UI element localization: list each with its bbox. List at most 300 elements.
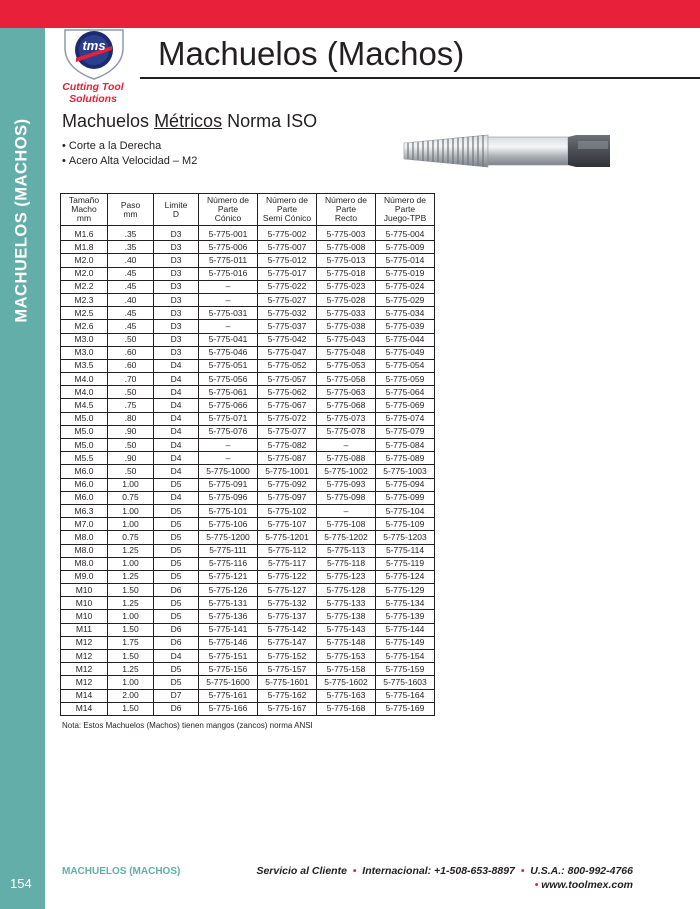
- table-cell: 5-775-132: [258, 597, 317, 610]
- table-cell: 5-775-113: [317, 544, 376, 557]
- table-cell: 5-775-1602: [317, 676, 376, 689]
- table-row: [61, 307, 435, 320]
- table-cell: 5-775-048: [317, 346, 376, 359]
- table-cell: 5-775-037: [258, 320, 317, 333]
- table-row: [61, 491, 435, 504]
- table-cell: M7.0: [61, 518, 108, 531]
- table-cell: 5-775-1002: [317, 465, 376, 478]
- table-cell: 5-775-003: [317, 226, 376, 241]
- side-section-title: MACHUELOS (MACHOS): [12, 117, 31, 323]
- table-cell: 5-775-169: [376, 702, 435, 715]
- logo-tagline: Cutting Tool Solutions: [62, 81, 124, 105]
- table-cell: M6.0: [61, 491, 108, 504]
- table-cell: 5-775-032: [258, 307, 317, 320]
- table-row: [61, 346, 435, 359]
- table-row: [61, 280, 435, 293]
- table-cell: 5-775-104: [376, 504, 435, 517]
- table-cell: 5-775-009: [376, 241, 435, 254]
- table-cell: 5-775-102: [258, 504, 317, 517]
- table-cell: M10: [61, 584, 108, 597]
- table-cell: 5-775-084: [376, 439, 435, 452]
- table-cell: 5-775-033: [317, 307, 376, 320]
- table-cell: 5-775-094: [376, 478, 435, 491]
- table-cell: 5-775-112: [258, 544, 317, 557]
- table-cell: 5-775-168: [317, 702, 376, 715]
- table-cell: 5-775-149: [376, 636, 435, 649]
- table-cell: 5-775-166: [199, 702, 258, 715]
- table-cell: D4: [154, 425, 199, 438]
- table-cell: 5-775-041: [199, 333, 258, 346]
- table-cell: .75: [108, 399, 154, 412]
- table-cell: 5-775-116: [199, 557, 258, 570]
- table-cell: M12: [61, 636, 108, 649]
- table-cell: D4: [154, 452, 199, 465]
- table-cell: 5-775-097: [258, 491, 317, 504]
- table-cell: 5-775-061: [199, 386, 258, 399]
- table-row: [61, 504, 435, 517]
- table-cell: 5-775-163: [317, 689, 376, 702]
- table-cell: 5-775-152: [258, 650, 317, 663]
- header-taper: Número de Parte Cónico: [199, 194, 258, 226]
- table-cell: D5: [154, 557, 199, 570]
- table-row: [61, 663, 435, 676]
- table-cell: 5-775-062: [258, 386, 317, 399]
- table-cell: D3: [154, 333, 199, 346]
- table-cell: 5-775-023: [317, 280, 376, 293]
- table-cell: 5-775-072: [258, 412, 317, 425]
- table-cell: 5-775-108: [317, 518, 376, 531]
- table-cell: 5-775-137: [258, 610, 317, 623]
- table-cell: D5: [154, 570, 199, 583]
- table-cell: 5-775-138: [317, 610, 376, 623]
- table-cell: 1.50: [108, 623, 154, 636]
- table-cell: 5-775-079: [376, 425, 435, 438]
- table-cell: 5-775-014: [376, 254, 435, 267]
- table-cell: M3.0: [61, 333, 108, 346]
- table-row: [61, 373, 435, 386]
- table-cell: D4: [154, 491, 199, 504]
- table-cell: 5-775-158: [317, 663, 376, 676]
- table-cell: 5-775-047: [258, 346, 317, 359]
- table-cell: 0.75: [108, 531, 154, 544]
- table-cell: .80: [108, 412, 154, 425]
- footer-international-phone: Internacional: +1-508-653-8897: [362, 865, 515, 877]
- table-cell: 5-775-066: [199, 399, 258, 412]
- header-limit: Limite D: [154, 194, 199, 226]
- table-cell: D5: [154, 478, 199, 491]
- table-cell: 5-775-004: [376, 226, 435, 241]
- table-cell: 5-775-119: [376, 557, 435, 570]
- table-cell: 5-775-001: [199, 226, 258, 241]
- table-row: [61, 676, 435, 689]
- table-cell: .70: [108, 373, 154, 386]
- table-cell: 5-775-118: [317, 557, 376, 570]
- table-cell: 5-775-053: [317, 359, 376, 372]
- table-cell: 0.75: [108, 491, 154, 504]
- table-cell: D3: [154, 241, 199, 254]
- table-cell: 5-775-1201: [258, 531, 317, 544]
- table-cell: M2.6: [61, 320, 108, 333]
- table-cell: 1.25: [108, 663, 154, 676]
- table-cell: 5-775-1603: [376, 676, 435, 689]
- table-cell: .50: [108, 439, 154, 452]
- table-row: [61, 570, 435, 583]
- table-cell: 5-775-143: [317, 623, 376, 636]
- table-row: [61, 412, 435, 425]
- table-cell: D4: [154, 373, 199, 386]
- table-cell: 5-775-031: [199, 307, 258, 320]
- table-body: [61, 226, 435, 716]
- table-cell: 5-775-133: [317, 597, 376, 610]
- table-cell: 5-775-126: [199, 584, 258, 597]
- table-cell: D5: [154, 531, 199, 544]
- section-title-underlined: Métricos: [154, 111, 223, 131]
- table-cell: M4.0: [61, 386, 108, 399]
- table-cell: 5-775-013: [317, 254, 376, 267]
- table-cell: 5-775-106: [199, 518, 258, 531]
- feature-list: [62, 139, 197, 169]
- table-cell: 5-775-098: [317, 491, 376, 504]
- table-cell: M5.0: [61, 439, 108, 452]
- table-cell: 5-775-129: [376, 584, 435, 597]
- table-note: Nota: Estos Machuelos (Machos) tienen mangos (zancos) norma ANSI: [62, 721, 313, 730]
- table-row: [61, 610, 435, 623]
- table-cell: 5-775-161: [199, 689, 258, 702]
- table-cell: 1.50: [108, 702, 154, 715]
- table-cell: 5-775-058: [317, 373, 376, 386]
- table-cell: D4: [154, 399, 199, 412]
- header-set-tpb: Número de Parte Juego-TPB: [376, 194, 435, 226]
- table-cell: 5-775-016: [199, 267, 258, 280]
- table-cell: 1.25: [108, 597, 154, 610]
- table-cell: 5-775-1003: [376, 465, 435, 478]
- table-row: [61, 465, 435, 478]
- table-cell: –: [199, 293, 258, 306]
- table-cell: M5.0: [61, 412, 108, 425]
- table-cell: –: [199, 439, 258, 452]
- table-cell: 5-775-089: [376, 452, 435, 465]
- table-cell: 5-775-038: [317, 320, 376, 333]
- table-row: [61, 636, 435, 649]
- table-row: [61, 531, 435, 544]
- table-row: [61, 623, 435, 636]
- table-cell: D5: [154, 518, 199, 531]
- table-cell: 5-775-074: [376, 412, 435, 425]
- table-cell: 5-775-046: [199, 346, 258, 359]
- table-row: [61, 452, 435, 465]
- table-cell: M2.0: [61, 267, 108, 280]
- table-cell: D3: [154, 320, 199, 333]
- section-title: Machuelos Métricos Norma ISO: [62, 111, 318, 131]
- table-cell: D6: [154, 636, 199, 649]
- footer-service: Servicio al Cliente: [256, 865, 347, 877]
- table-row: [61, 584, 435, 597]
- table-cell: M4.0: [61, 373, 108, 386]
- table-cell: 5-775-162: [258, 689, 317, 702]
- table-cell: 5-775-028: [317, 293, 376, 306]
- bullet-dot: •: [517, 865, 528, 877]
- table-cell: .60: [108, 359, 154, 372]
- table-cell: 5-775-073: [317, 412, 376, 425]
- table-cell: 5-775-078: [317, 425, 376, 438]
- table-cell: 5-775-042: [258, 333, 317, 346]
- table-cell: 5-775-144: [376, 623, 435, 636]
- table-cell: .45: [108, 280, 154, 293]
- table-cell: M8.0: [61, 544, 108, 557]
- table-cell: 5-775-167: [258, 702, 317, 715]
- table-cell: M4.5: [61, 399, 108, 412]
- table-cell: 5-775-1200: [199, 531, 258, 544]
- table-cell: 5-775-157: [258, 663, 317, 676]
- table-cell: 5-775-099: [376, 491, 435, 504]
- table-cell: 5-775-092: [258, 478, 317, 491]
- table-cell: 5-775-1202: [317, 531, 376, 544]
- table-cell: D5: [154, 597, 199, 610]
- table-cell: 5-775-039: [376, 320, 435, 333]
- header-plug: Número de Parte Semi Cónico: [258, 194, 317, 226]
- table-cell: 5-775-111: [199, 544, 258, 557]
- table-row: [61, 399, 435, 412]
- table-row: [61, 320, 435, 333]
- table-cell: 5-775-007: [258, 241, 317, 254]
- table-cell: M12: [61, 676, 108, 689]
- table-cell: M6.0: [61, 478, 108, 491]
- table-cell: 5-775-1601: [258, 676, 317, 689]
- table-row: [61, 359, 435, 372]
- table-row: [61, 544, 435, 557]
- table-cell: D5: [154, 676, 199, 689]
- table-cell: 1.00: [108, 478, 154, 491]
- table-cell: 5-775-051: [199, 359, 258, 372]
- table-cell: 5-775-136: [199, 610, 258, 623]
- table-cell: 5-775-087: [258, 452, 317, 465]
- table-cell: 5-775-019: [376, 267, 435, 280]
- footer-contact: [256, 865, 633, 877]
- table-cell: 1.75: [108, 636, 154, 649]
- table-cell: .40: [108, 293, 154, 306]
- table-cell: 5-775-082: [258, 439, 317, 452]
- table-cell: 5-775-068: [317, 399, 376, 412]
- table-cell: 1.00: [108, 504, 154, 517]
- table-cell: –: [317, 439, 376, 452]
- table-cell: D3: [154, 293, 199, 306]
- table-cell: 5-775-002: [258, 226, 317, 241]
- list-item: • Acero Alta Velocidad – M2: [62, 154, 197, 169]
- table-cell: D5: [154, 610, 199, 623]
- table-cell: M9.0: [61, 570, 108, 583]
- tap-image: [396, 125, 616, 177]
- logo-text: tms: [82, 38, 106, 53]
- table-cell: 5-775-076: [199, 425, 258, 438]
- header-pitch: Paso mm: [108, 194, 154, 226]
- table-cell: D4: [154, 650, 199, 663]
- table-cell: M12: [61, 663, 108, 676]
- table-cell: M11: [61, 623, 108, 636]
- table-cell: 5-775-123: [317, 570, 376, 583]
- table-cell: 5-775-1600: [199, 676, 258, 689]
- table-cell: 1.00: [108, 557, 154, 570]
- table-row: [61, 439, 435, 452]
- table-cell: D7: [154, 689, 199, 702]
- table-cell: M1.6: [61, 226, 108, 241]
- table-cell: 5-775-077: [258, 425, 317, 438]
- table-cell: 5-775-153: [317, 650, 376, 663]
- table-cell: .40: [108, 254, 154, 267]
- table-cell: 5-775-147: [258, 636, 317, 649]
- table-cell: –: [317, 504, 376, 517]
- table-cell: 5-775-008: [317, 241, 376, 254]
- table-cell: D4: [154, 465, 199, 478]
- table-cell: 5-775-064: [376, 386, 435, 399]
- bullet-dot: •: [534, 879, 542, 891]
- table-cell: D6: [154, 584, 199, 597]
- table-cell: .60: [108, 346, 154, 359]
- table-cell: .35: [108, 226, 154, 241]
- table-row: [61, 518, 435, 531]
- table-row: [61, 425, 435, 438]
- table-cell: 5-775-146: [199, 636, 258, 649]
- table-cell: 5-775-063: [317, 386, 376, 399]
- table-cell: D4: [154, 359, 199, 372]
- table-cell: M5.5: [61, 452, 108, 465]
- table-cell: M14: [61, 702, 108, 715]
- table-cell: 5-775-006: [199, 241, 258, 254]
- table-cell: 5-775-043: [317, 333, 376, 346]
- page-number: 154: [10, 876, 32, 891]
- table-cell: M6.3: [61, 504, 108, 517]
- table-row: [61, 557, 435, 570]
- table-cell: 5-775-128: [317, 584, 376, 597]
- header-size: Tamaño Macho mm: [61, 194, 108, 226]
- metric-taps-table: [60, 193, 435, 716]
- table-cell: M10: [61, 597, 108, 610]
- title-divider: [140, 77, 700, 79]
- table-cell: 5-775-069: [376, 399, 435, 412]
- bullet-dot: •: [349, 865, 360, 877]
- table-cell: 5-775-107: [258, 518, 317, 531]
- table-cell: D4: [154, 412, 199, 425]
- table-cell: 5-775-091: [199, 478, 258, 491]
- table-cell: 5-775-134: [376, 597, 435, 610]
- table-cell: 5-775-054: [376, 359, 435, 372]
- table-cell: M8.0: [61, 557, 108, 570]
- footer-usa-phone: U.S.A.: 800-992-4766: [530, 865, 633, 877]
- table-cell: D6: [154, 623, 199, 636]
- table-cell: D3: [154, 307, 199, 320]
- top-red-bar: [0, 0, 700, 28]
- table-cell: D5: [154, 663, 199, 676]
- table-cell: 5-775-1001: [258, 465, 317, 478]
- table-cell: M2.0: [61, 254, 108, 267]
- table-cell: M10: [61, 610, 108, 623]
- table-cell: 2.00: [108, 689, 154, 702]
- table-cell: D5: [154, 544, 199, 557]
- table-cell: 5-775-127: [258, 584, 317, 597]
- table-row: [61, 386, 435, 399]
- table-cell: 5-775-059: [376, 373, 435, 386]
- table-cell: 5-775-071: [199, 412, 258, 425]
- list-item: • Corte a la Derecha: [62, 139, 197, 154]
- table-cell: 5-775-088: [317, 452, 376, 465]
- table-cell: 1.50: [108, 584, 154, 597]
- table-cell: 5-775-056: [199, 373, 258, 386]
- table-cell: 5-775-044: [376, 333, 435, 346]
- table-cell: M6.0: [61, 465, 108, 478]
- table-cell: M3.0: [61, 346, 108, 359]
- table-cell: .50: [108, 465, 154, 478]
- table-row: [61, 702, 435, 715]
- table-cell: 5-775-124: [376, 570, 435, 583]
- table-cell: .90: [108, 425, 154, 438]
- table-cell: M5.0: [61, 425, 108, 438]
- table-cell: 1.50: [108, 650, 154, 663]
- table-cell: .45: [108, 307, 154, 320]
- table-cell: 1.00: [108, 610, 154, 623]
- table-row: [61, 241, 435, 254]
- table-cell: 5-775-122: [258, 570, 317, 583]
- table-cell: 5-775-114: [376, 544, 435, 557]
- table-cell: M2.5: [61, 307, 108, 320]
- table-cell: –: [199, 320, 258, 333]
- table-row: [61, 333, 435, 346]
- footer-website-link[interactable]: www.toolmex.com: [541, 879, 633, 891]
- table-cell: M3.5: [61, 359, 108, 372]
- table-cell: 5-775-159: [376, 663, 435, 676]
- table-cell: 5-775-093: [317, 478, 376, 491]
- table-row: [61, 267, 435, 280]
- table-cell: 5-775-029: [376, 293, 435, 306]
- table-cell: D3: [154, 346, 199, 359]
- table-cell: 5-775-142: [258, 623, 317, 636]
- table-cell: .35: [108, 241, 154, 254]
- table-row: [61, 478, 435, 491]
- table-cell: .50: [108, 386, 154, 399]
- table-cell: 5-775-131: [199, 597, 258, 610]
- table-row: [61, 650, 435, 663]
- table-cell: D3: [154, 280, 199, 293]
- table-cell: –: [199, 452, 258, 465]
- header-bottoming: Número de Parte Recto: [317, 194, 376, 226]
- table-cell: D3: [154, 226, 199, 241]
- table-cell: .45: [108, 320, 154, 333]
- table-cell: 5-775-057: [258, 373, 317, 386]
- table-cell: 5-775-034: [376, 307, 435, 320]
- table-cell: 5-775-011: [199, 254, 258, 267]
- table-cell: .50: [108, 333, 154, 346]
- table-cell: D4: [154, 439, 199, 452]
- table-cell: 5-775-156: [199, 663, 258, 676]
- table-cell: 1.00: [108, 518, 154, 531]
- table-cell: D4: [154, 386, 199, 399]
- table-cell: 5-775-164: [376, 689, 435, 702]
- table-cell: D5: [154, 504, 199, 517]
- table-cell: 5-775-154: [376, 650, 435, 663]
- table-cell: 1.25: [108, 570, 154, 583]
- table-cell: 5-775-022: [258, 280, 317, 293]
- table-cell: –: [199, 280, 258, 293]
- table-cell: 5-775-096: [199, 491, 258, 504]
- table-cell: .90: [108, 452, 154, 465]
- table-row: [61, 689, 435, 702]
- tms-logo-icon: [63, 28, 125, 80]
- table-cell: 5-775-027: [258, 293, 317, 306]
- page-title: Machuelos (Machos): [158, 35, 465, 72]
- table-cell: 5-775-1203: [376, 531, 435, 544]
- table-cell: 5-775-024: [376, 280, 435, 293]
- footer-section-name: MACHUELOS (MACHOS): [62, 866, 181, 877]
- table-cell: 5-775-148: [317, 636, 376, 649]
- table-cell: 5-775-1000: [199, 465, 258, 478]
